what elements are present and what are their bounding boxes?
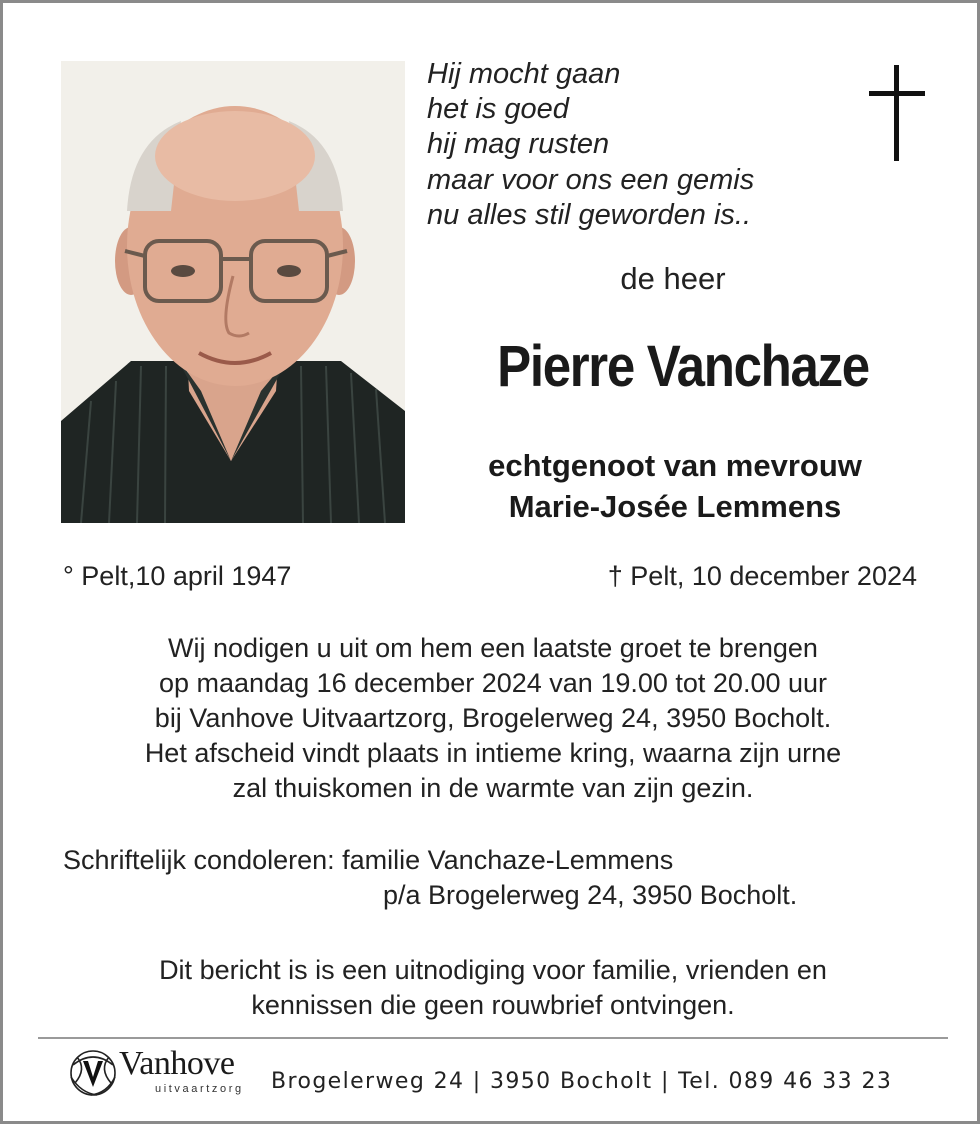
spouse-block xyxy=(433,445,917,527)
spouse-line-1: echtgenoot van mevrouw xyxy=(488,448,862,483)
death-date: † Pelt, 10 december 2024 xyxy=(607,561,917,591)
poem-line: Hij mocht gaan xyxy=(427,58,621,90)
invitation-line: Het afscheid vindt plaats in intieme kring, waarna zijn urne xyxy=(144,738,842,768)
poem-line: het is goed xyxy=(427,93,569,126)
birth-date: ° Pelt,10 april 1947 xyxy=(63,561,292,591)
notice-line: Dit bericht is is een uitnodiging voor familie, vrienden en xyxy=(159,955,827,985)
portrait-image xyxy=(61,61,405,523)
poem-line: hij mag rusten xyxy=(427,128,610,161)
poem-line: maar voor ons een gemis xyxy=(427,163,755,196)
portrait-photo xyxy=(61,61,405,523)
notice-text xyxy=(43,953,943,1023)
vanhove-logo-icon xyxy=(67,1047,119,1099)
invitation-line: Wij nodigen u uit om hem een laatste groet te brengen xyxy=(168,633,818,663)
honorific: de heer xyxy=(620,261,726,296)
notice-line: kennissen die geen rouwbrief ontvingen. xyxy=(251,990,735,1020)
deceased-name: Pierre Vanchaze xyxy=(497,334,869,399)
condolences-line-1: Schriftelijk condoleren: familie Vanchaze-Lemmens xyxy=(63,845,674,875)
invitation-text xyxy=(43,631,943,806)
cross-icon xyxy=(867,63,927,163)
condolences-line-2: p/a Brogelerweg 24, 3950 Bocholt. xyxy=(383,880,798,910)
invitation-line: zal thuiskomen in de warmte van zijn gezin. xyxy=(232,773,754,803)
invitation-line: bij Vanhove Uitvaartzorg, Brogelerweg 24, 3950 Bocholt. xyxy=(154,703,832,733)
invitation-line: op maandag 16 december 2024 van 19.00 tot 20.00 uur xyxy=(159,668,827,698)
logo-wordmark: Vanhove xyxy=(119,1045,235,1082)
footer-address: Brogelerweg 24 | 3950 Bocholt | Tel. 089 46 33 23 xyxy=(271,1069,893,1094)
footer-divider xyxy=(38,1037,948,1039)
poem-line: nu alles stil geworden is.. xyxy=(427,198,751,231)
poem xyxy=(427,57,847,233)
spouse-line-2: Marie-Josée Lemmens xyxy=(508,489,842,524)
logo-subtitle: uitvaartzorg xyxy=(155,1083,244,1095)
